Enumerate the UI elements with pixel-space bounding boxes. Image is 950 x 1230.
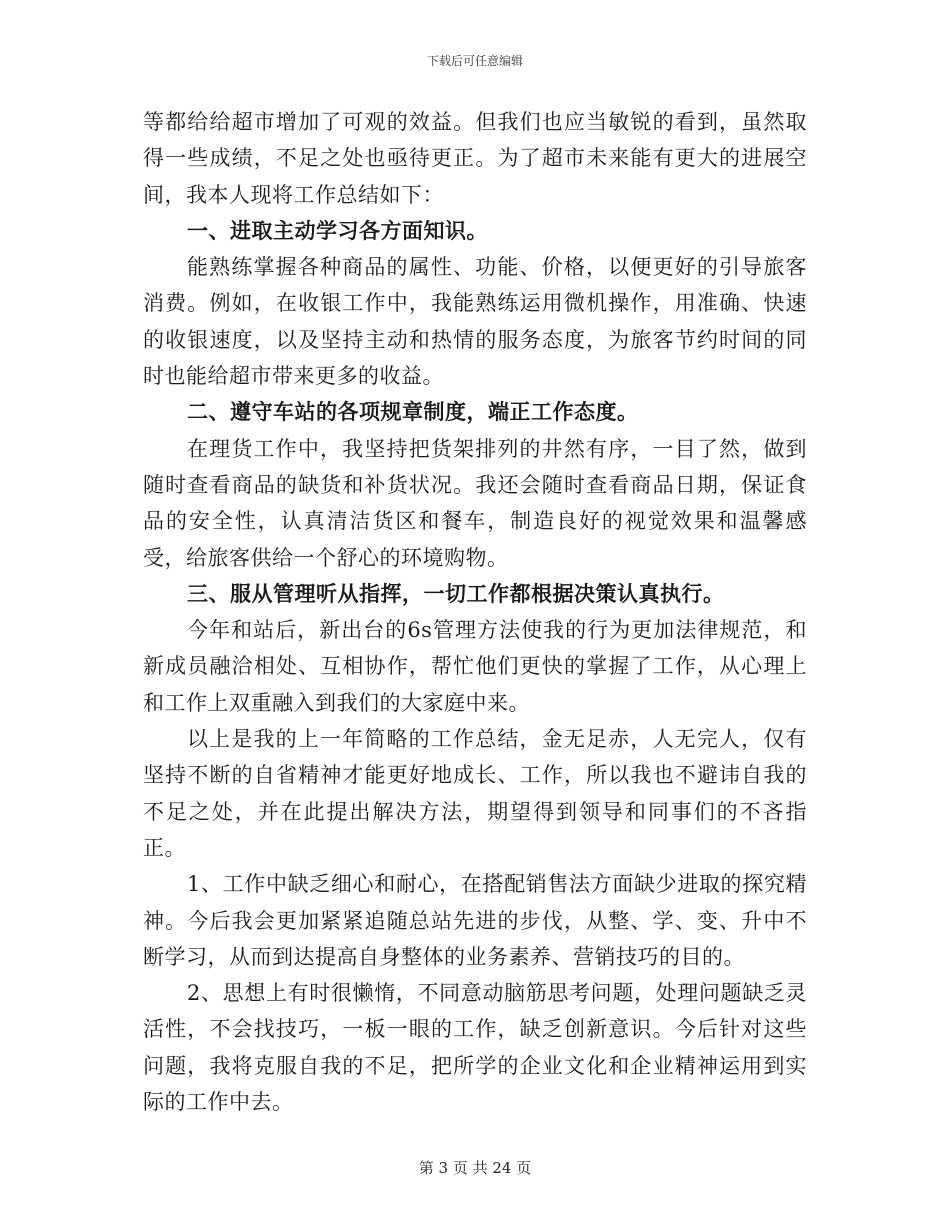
section-heading-1: 一、进取主动学习各方面知识。 bbox=[187, 217, 488, 243]
section-heading-2: 二、遵守车站的各项规章制度，端正工作态度。 bbox=[187, 399, 639, 425]
paragraph-shortcoming-1: 1、工作中缺乏细心和耐心，在搭配销售法方面缺少进取的探究精神。今后我会更加紧紧追随总站先进的步伐，从整、学、变、升中不断学习，从而到达提高自身整体的业务素养、营销技巧的目的。 bbox=[143, 872, 807, 969]
page-header: 下载后可任意编辑 bbox=[426, 54, 523, 68]
section-heading-3: 三、服从管理听从指挥，一切工作都根据决策认真执行。 bbox=[187, 580, 725, 606]
paragraph-section-1: 能熟练掌握各种商品的属性、功能、价格，以便更好的引导旅客消费。例如，在收银工作中，我能熟练运用微机操作，用准确、快速的收银速度，以及坚持主动和热情的服务态度，为旅客节约时间的同时也能给超市带来更多的收益。 bbox=[143, 255, 807, 389]
paragraph-section-3: 今年和站后，新出台的6s管理方法使我的行为更加法律规范，和新成员融洽相处、互相协作，帮忙他们更快的掌握了工作，从心理上和工作上双重融入到我们的大家庭中来。 bbox=[143, 618, 807, 715]
document-body bbox=[143, 104, 807, 1120]
paragraph-intro: 等都给给超市增加了可观的效益。但我们也应当敏锐的看到，虽然取得一些成绩，不足之处也亟待更正。为了超市未来能有更大的进展空间，我本人现将工作总结如下： bbox=[143, 110, 807, 207]
paragraph-shortcoming-2: 2、思想上有时很懒惰，不同意动脑筋思考问题，处理问题缺乏灵活性，不会找技巧，一板一眼的工作，缺乏创新意识。今后针对这些问题，我将克服自我的不足，把所学的企业文化和企业精神运用到实际的工作中去。 bbox=[143, 981, 807, 1115]
paragraph-summary: 以上是我的上一年简略的工作总结，金无足赤，人无完人，仅有坚持不断的自省精神才能更好地成长、工作，所以我也不避讳自我的不足之处，并在此提出解决方法，期望得到领导和同事们的不吝指正。 bbox=[143, 727, 807, 860]
paragraph-section-2: 在理货工作中，我坚持把货架排列的井然有序，一目了然，做到随时查看商品的缺货和补货状况。我还会随时查看商品日期，保证食品的安全性，认真清洁货区和餐车，制造良好的视觉效果和温馨感受，给旅客供给一个舒心的环境购物。 bbox=[143, 436, 807, 570]
page-number-footer: 第 3 页 共 24 页 bbox=[418, 1159, 532, 1177]
